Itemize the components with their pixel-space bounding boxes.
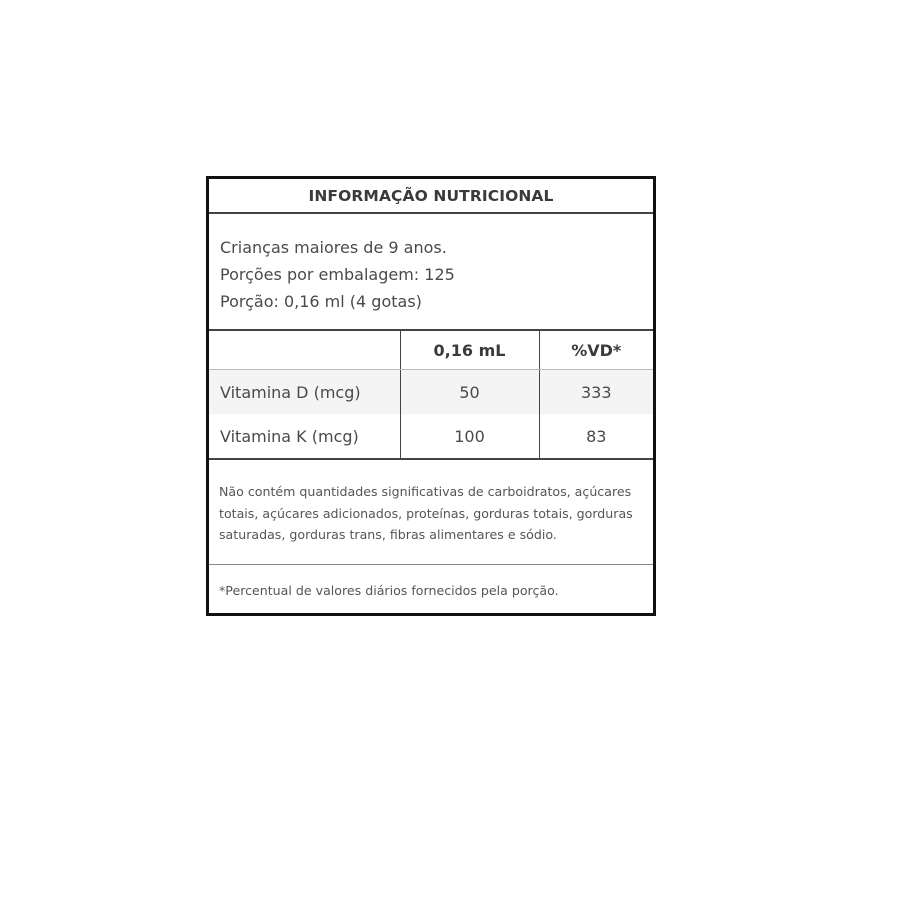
label-title: INFORMAÇÃO NUTRICIONAL (209, 179, 653, 214)
nutrient-table (209, 331, 653, 460)
daily-value-footnote: *Percentual de valores diários fornecidos pela porção. (219, 583, 559, 598)
serving-size-line: Porção: 0,16 ml (4 gotas) (220, 292, 422, 311)
header-amount: 0,16 mL (400, 331, 539, 370)
nutrient-amount: 50 (400, 370, 539, 415)
serving-info (209, 214, 653, 331)
table-row (209, 370, 653, 415)
table-header-row (209, 331, 653, 370)
servings-per-package-line: Porções por embalagem: 125 (220, 265, 455, 284)
header-nutrient (209, 331, 400, 370)
nutrient-daily-value: 83 (539, 414, 653, 459)
audience-line: Crianças maiores de 9 anos. (220, 238, 447, 257)
nutrient-amount: 100 (400, 414, 539, 459)
nutrient-daily-value: 333 (539, 370, 653, 415)
disclaimer-text: Não contém quantidades significativas de carboidratos, açúcares totais, açúcares adicionados, proteínas, gorduras totais, gorduras saturadas, gorduras trans, fibras alimentares e sódio. (209, 460, 653, 565)
nutrition-facts-label (206, 176, 656, 616)
header-daily-value: %VD* (539, 331, 653, 370)
table-row (209, 414, 653, 459)
nutrient-name: Vitamina K (mcg) (209, 414, 400, 459)
nutrient-name: Vitamina D (mcg) (209, 370, 400, 415)
